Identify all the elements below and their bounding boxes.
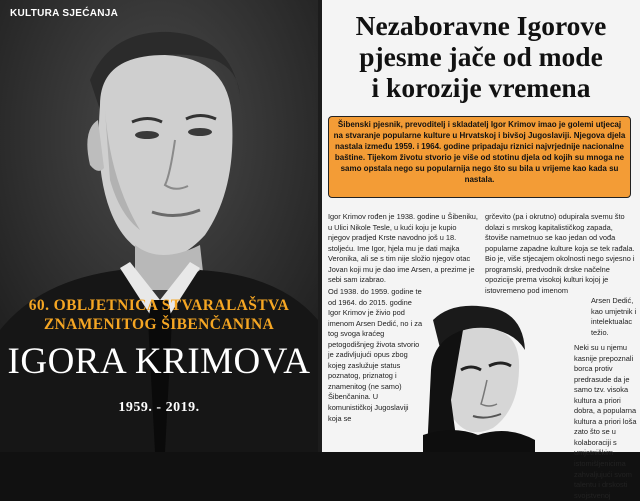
article-headline (330, 10, 632, 103)
section-tag: KULTURA SJEĆANJA (10, 8, 119, 19)
body-paragraph-5: Neki su u njemu kasnije prepoznali borca protiv predrasude da je samo tzv. visoka kultura a priori dobra, a popularna kultura a priori loša zato što se u kolaboraciji s umjetničkim istomišljenicima zahvaljujući svom talentu i drskosti svojstvenoj (574, 343, 637, 500)
headline-line-1: Nezaboravne Igorove (355, 10, 607, 41)
body-paragraph-3: grčevito (pa i okrutno) odupirala svemu što dolazi s mrskog kapitalističkog zapada, štoviše nametnuo se kao jedan od vođa popularne zapadne kulture koja se tek rađala. Bio je, više stjecajem okolnosti nego svjesno i programski, predvodnik drske načelne opozicije prema visokoj kulturi kojoj je istovremeno pod imenom (485, 212, 635, 295)
cover-title: IGORA KRIMOVA (7, 341, 311, 382)
body-column-right-bottom (574, 343, 637, 501)
cover-subtitle-line-1: 60. OBLJETNICA STVARALAŠTVA (28, 297, 290, 314)
left-page (0, 0, 318, 452)
lead-paragraph-box: Šibenski pjesnik, prevoditelj i skladatelj Igor Krimov imao je golemi utjecaj na stvaranje popularne kulture u Hrvatskoj i bivšoj Jugoslaviji. Njegova djela nastala između 1959. i 1964. godine pripadaju riznici najvrjednije nacionalne baštine. Tijekom životu stvorio je više od stotinu djela od kojih su mnoga ne samo opstala nego su popularnija nego što su bila u vrijeme kao kada su nastala. (328, 116, 631, 198)
body-paragraph-1: Igor Krimov rođen je 1938. godine u Šibeniku, u Ulici Nikole Tesle, u kući koju je kupio njegov pradjed Krste navodno još u 18. stoljeću. Ime Igor, hjela mu je dati majka Veronika, ali se s tim nije složio njegov otac Jovan koji mu je dao ime Arsen, a prezime je sebi sam izabrao. (328, 212, 478, 285)
portrait-photo (0, 0, 318, 452)
headline-line-3: i korozije vremena (371, 72, 591, 103)
body-column-left-bottom (328, 287, 424, 424)
body-paragraph-4: Arsen Dedić, kao umjetnik i intelektualac težio. (591, 296, 637, 337)
headline-line-2: pjesme jače od mode (359, 41, 603, 72)
body-paragraph-2: Od 1938. do 1959. godine te od 1964. do 2015. godine Igor Krimov je živio pod imenom Arsen Dedić, no i za tog svoga kraćeg petogodišnjeg života stvorio je zadivljujući opus zbog kojeg zaslužuje status poznatog, priznatog i znamenitog (ne samo) Šibenčanina. U komunističkoj Jugoslaviji koja se (328, 287, 423, 423)
cover-subtitle-line-2: ZNAMENITOG ŠIBENČANINA (43, 316, 275, 333)
cover-years: 1959. - 2019. (118, 400, 200, 415)
body-column-left-top (328, 212, 478, 286)
body-column-right-mid (591, 296, 637, 338)
right-page (322, 0, 640, 500)
inset-portrait-photo (423, 300, 535, 452)
body-column-right-top (485, 212, 637, 296)
